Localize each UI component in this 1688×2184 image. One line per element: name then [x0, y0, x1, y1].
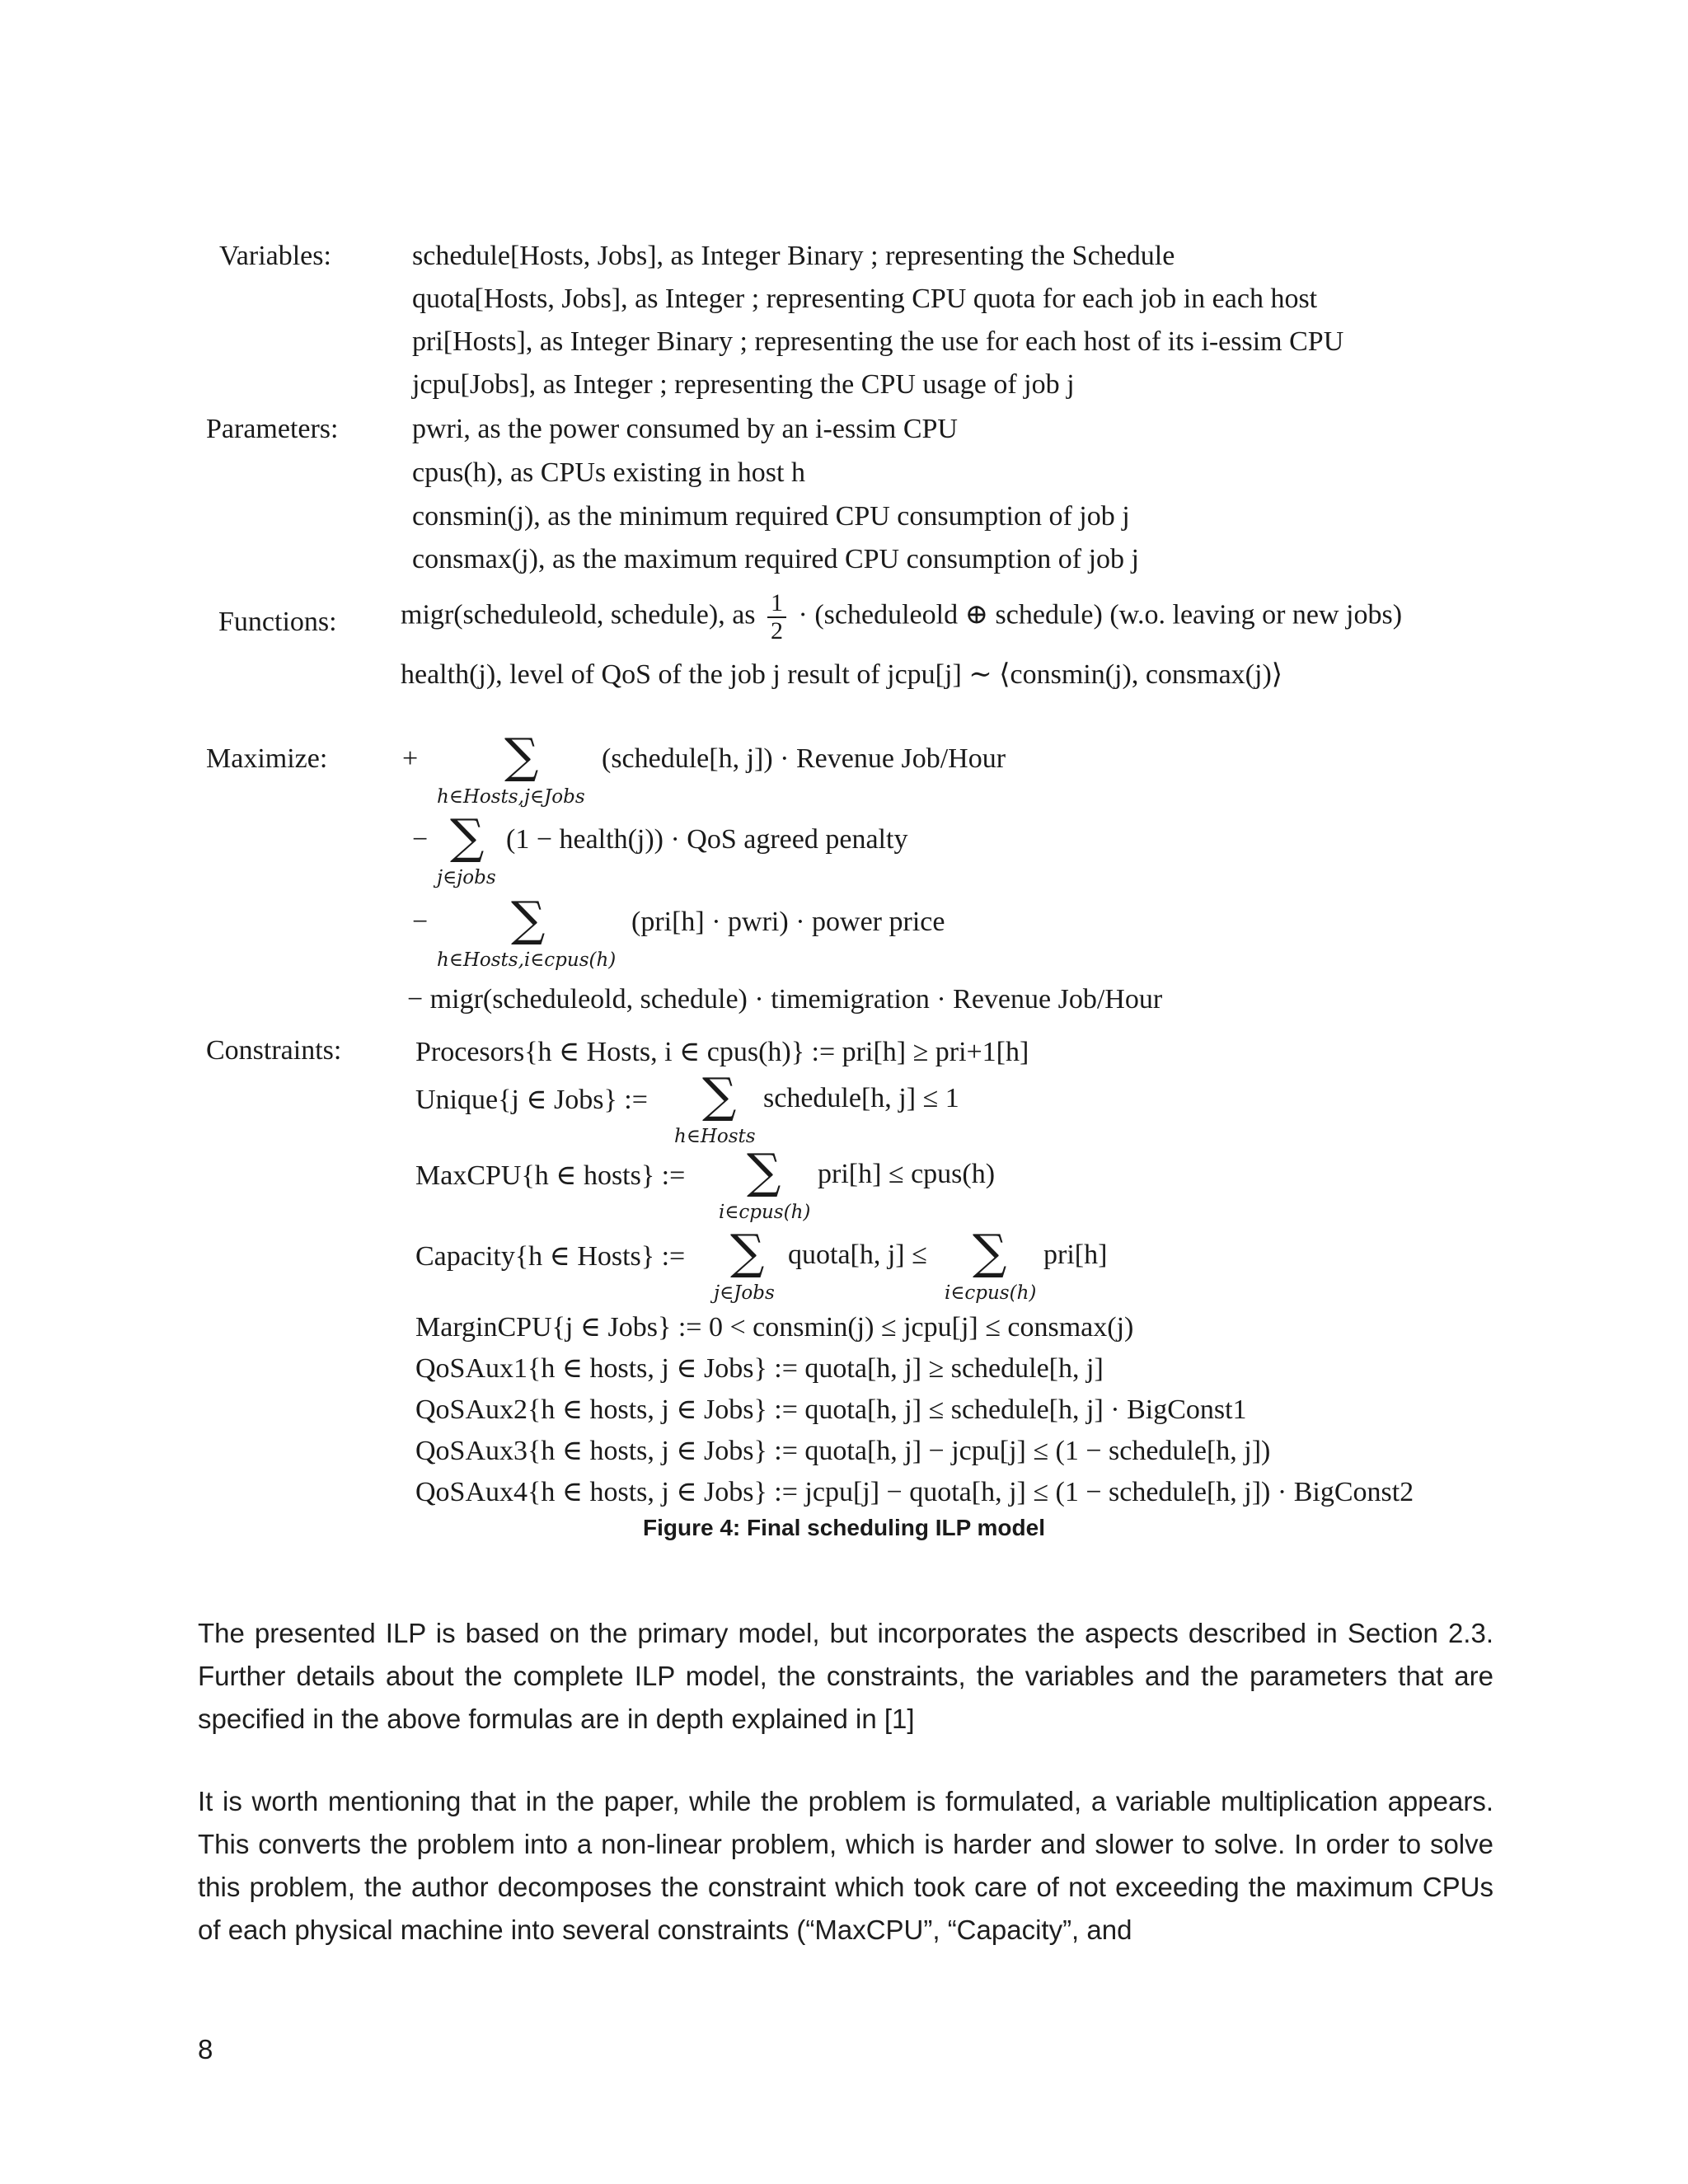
body-paragraph: It is worth mentioning that in the paper, while the problem is formulated, a variable multiplication appears. This converts the problem into a non-linear problem, which is harder and slower to solve. In order to solve this problem, the author decomposes the constraint which took care of not exceeding the maximum CPUs of each physical machine into several constraints (“MaxCPU”, “Capacity”, and [198, 1786, 1493, 1945]
body-paragraph: The presented ILP is based on the primary model, but incorporates the aspects described in Section 2.3. Further details about the complete ILP model, the constraints, the variables and the parameters that are specified in the above formulas are in depth explained in [1] [198, 1618, 1493, 1734]
maximize-term2-body: (1 − health(j)) · QoS agreed penalty [506, 824, 908, 855]
sum-symbol: ∑ [702, 1067, 737, 1123]
variable-jcpu: jcpu[Jobs], as Integer ; representing the CPU usage of job j [412, 369, 1075, 400]
figure-caption: Figure 4: Final scheduling ILP model [643, 1515, 1045, 1540]
constraint-maxcpu-subscript: i∈cpus(h) [719, 1202, 811, 1223]
function-migr-head: migr(scheduleold, schedule), as [401, 599, 763, 630]
maximize-term3-sign: − [412, 907, 429, 937]
variables-label: Variables: [219, 241, 331, 271]
maximize-term4: − migr(scheduleold, schedule) · timemigration · Revenue Job/Hour [407, 984, 1163, 1015]
constraint-qosaux1: QoSAux1{h ∈ hosts, j ∈ Jobs} := quota[h, j] ≥ schedule[h, j] [415, 1353, 1104, 1384]
constraint-capacity-head: Capacity{h ∈ Hosts} := [415, 1241, 686, 1272]
function-migr [401, 590, 1402, 644]
one-half-fraction [767, 590, 786, 644]
constraint-capacity-subscript-jobs: j∈Jobs [714, 1282, 775, 1304]
constraint-qosaux3: QoSAux3{h ∈ hosts, j ∈ Jobs} := quota[h, j] − jcpu[j] ≤ (1 − schedule[h, j]) [415, 1436, 1271, 1466]
sum-symbol: ∑ [973, 1224, 1007, 1280]
maximize-term3-subscript: h∈Hosts,i∈cpus(h) [437, 949, 617, 971]
sum-symbol: ∑ [450, 808, 485, 865]
maximize-term2-sign: − [412, 824, 429, 855]
constraint-unique-head: Unique{j ∈ Jobs} := [415, 1085, 648, 1115]
variable-schedule: schedule[Hosts, Jobs], as Integer Binary ; representing the Schedule [412, 241, 1175, 271]
constraint-qosaux2: QoSAux2{h ∈ hosts, j ∈ Jobs} := quota[h, j] ≤ schedule[h, j] · BigConst1 [415, 1394, 1247, 1425]
constraint-capacity-end: pri[h] [1043, 1240, 1108, 1270]
constraint-unique-subscript: h∈Hosts [674, 1126, 756, 1147]
parameter-cpus: cpus(h), as CPUs existing in host h [412, 457, 805, 488]
constraint-margincpu: MarginCPU{j ∈ Jobs} := 0 < consmin(j) ≤ jcpu[j] ≤ consmax(j) [415, 1312, 1134, 1343]
sum-symbol: ∑ [730, 1224, 765, 1280]
parameter-pwr: pwri, as the power consumed by an i-essim CPU [412, 414, 958, 444]
maximize-term3-body: (pri[h] · pwri) · power price [631, 907, 945, 937]
sum-symbol: ∑ [511, 891, 546, 947]
constraint-unique-body: schedule[h, j] ≤ 1 [763, 1083, 959, 1113]
page-number: 8 [198, 2034, 213, 2064]
constraint-qosaux4: QoSAux4{h ∈ hosts, j ∈ Jobs} := jcpu[j] − quota[h, j] ≤ (1 − schedule[h, j]) · BigConst2 [415, 1477, 1414, 1507]
constraint-capacity-subscript-cpus: i∈cpus(h) [945, 1282, 1037, 1304]
parameters-label: Parameters: [206, 414, 339, 444]
variable-quota: quota[Hosts, Jobs], as Integer ; representing CPU quota for each job in each host [412, 284, 1318, 314]
maximize-term1-subscript: h∈Hosts,j∈Jobs [437, 786, 585, 808]
parameter-consmin: consmin(j), as the minimum required CPU consumption of job j [412, 501, 1130, 532]
fraction-numerator: 1 [767, 590, 786, 618]
variable-pri: pri[Hosts], as Integer Binary ; representing the use for each host of its i-essim CPU [412, 326, 1344, 357]
function-migr-tail: · (scheduleold ⊕ schedule) (w.o. leaving or new jobs) [798, 599, 1403, 630]
maximize-term2-subscript: j∈jobs [437, 867, 496, 888]
maximize-term1-body: (schedule[h, j]) · Revenue Job/Hour [602, 743, 1006, 774]
fraction-denominator: 2 [771, 616, 784, 644]
maximize-term1-sign: + [402, 743, 419, 774]
constraint-maxcpu-body: pri[h] ≤ cpus(h) [818, 1159, 996, 1189]
constraint-procesors: Procesors{h ∈ Hosts, i ∈ cpus(h)} := pri[h] ≥ pri+1[h] [415, 1037, 1029, 1067]
constraint-capacity-middle: quota[h, j] ≤ [788, 1240, 927, 1270]
sum-symbol: ∑ [504, 728, 539, 784]
maximize-label: Maximize: [206, 743, 328, 774]
sum-symbol: ∑ [747, 1143, 781, 1199]
constraint-maxcpu-head: MaxCPU{h ∈ hosts} := [415, 1160, 686, 1191]
functions-label: Functions: [218, 607, 337, 637]
constraints-label: Constraints: [206, 1035, 342, 1066]
function-health: health(j), level of QoS of the job j result of jcpu[j] ∼ ⟨consmin(j), consmax(j)⟩ [401, 659, 1283, 690]
parameter-consmax: consmax(j), as the maximum required CPU consumption of job j [412, 544, 1139, 574]
